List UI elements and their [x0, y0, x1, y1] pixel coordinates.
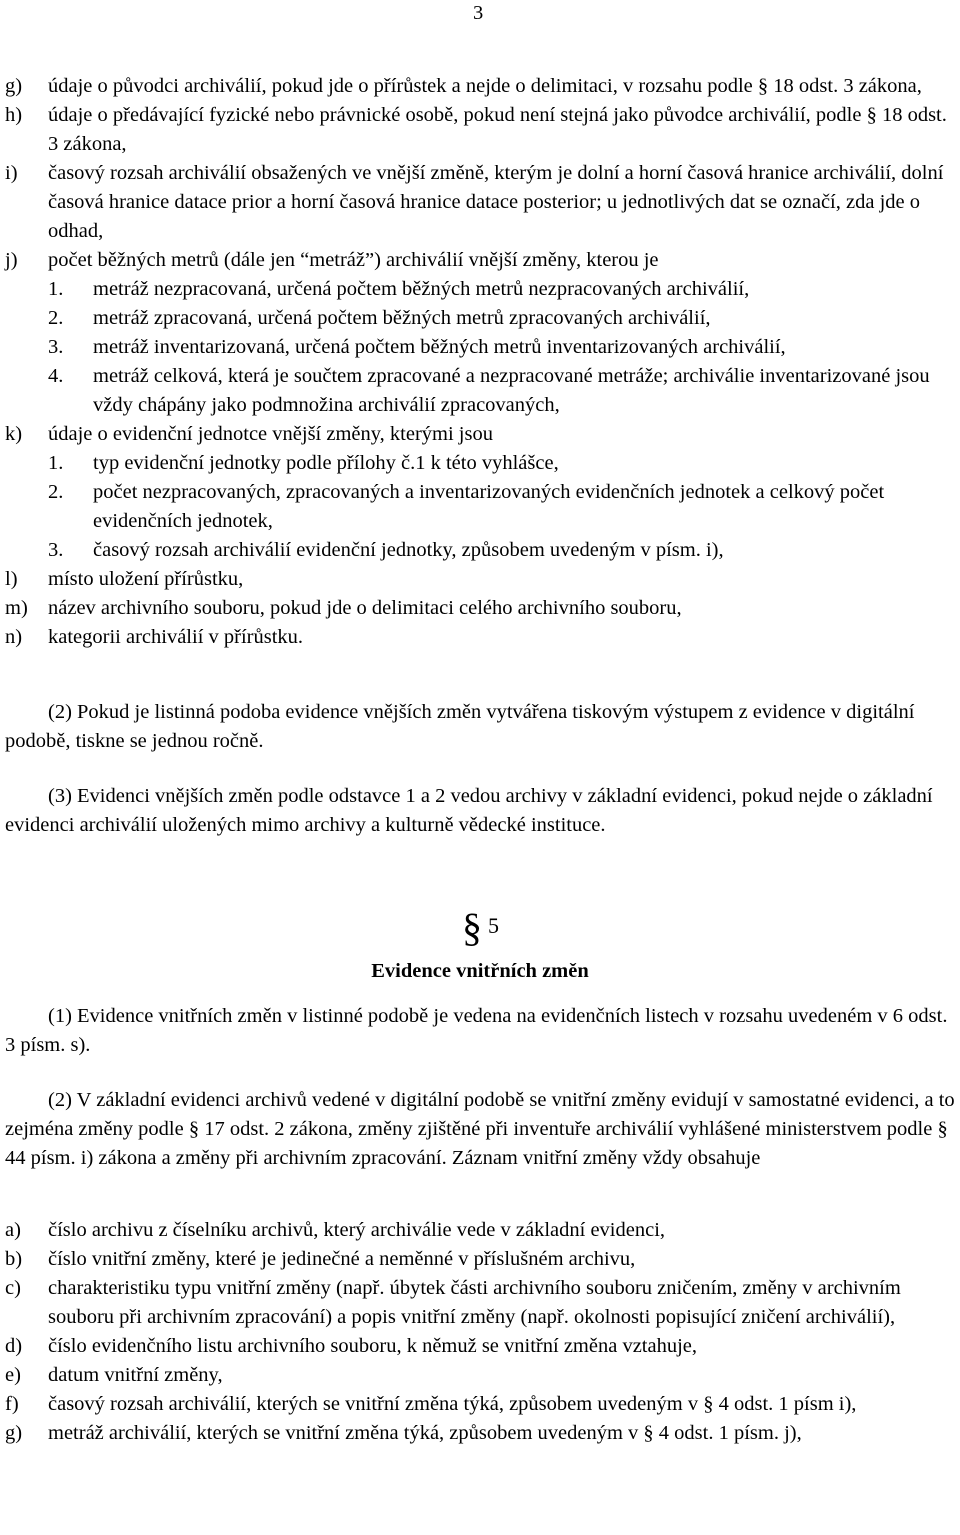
- paragraph-3: [5, 782, 955, 840]
- list-item-label: g): [5, 1422, 23, 1444]
- sub-list-item: [48, 304, 955, 333]
- sub-list-item: [48, 478, 955, 536]
- page-number: 3: [473, 2, 484, 24]
- list-item-label: n): [5, 626, 23, 648]
- paragraph-3-text: (3) Evidenci vnějších změn podle odstavce 1 a 2 vedou archivy v základní evidenci, pokud nejde o základní evidenci archiválií uložených mimo archivy a kulturně vědecké instituce.: [5, 785, 933, 836]
- list-item-label: i): [5, 162, 18, 184]
- section-symbol: §: [462, 905, 482, 950]
- sub-list-item: [48, 333, 955, 362]
- inner-changes-list: [5, 1216, 955, 1448]
- list-item: [5, 1390, 955, 1419]
- list-item-text: časový rozsah archiválií obsažených ve vnější změně, kterým je dolní a horní časová hranice archiválií, dolní časová hranice datace prior a horní časová hranice datace posterior; u jednotlivých dat se označí, zda jde o odhad,: [48, 162, 944, 242]
- list-item-text: údaje o evidenční jednotce vnější změny, kterými jsou: [48, 423, 493, 445]
- list-item-text: číslo vnitřní změny, které je jedinečné a neměnné v příslušném archivu,: [48, 1248, 636, 1270]
- section-number: 5: [488, 913, 499, 938]
- outer-changes-list: [5, 72, 955, 652]
- list-item-text: číslo archivu z číselníku archivů, který archiválie vede v základní evidenci,: [48, 1219, 666, 1241]
- sub-list-item-text: metráž celková, která je součtem zpracované a nezpracované metráže; archiválie inventarizované jsou vždy chápány jako podmnožina archiválií zpracovaných,: [93, 365, 930, 416]
- sub-list-item-text: metráž nezpracovaná, určená počtem běžných metrů nezpracovaných archiválií,: [93, 278, 750, 300]
- list-item-label: d): [5, 1335, 23, 1357]
- list-item: [5, 565, 955, 594]
- sub-list-item-label: 4.: [48, 365, 64, 387]
- paragraph-5-2: [5, 1086, 955, 1173]
- list-item: [5, 623, 955, 652]
- sub-list-item-label: 3.: [48, 336, 64, 358]
- sub-list-item-label: 2.: [48, 307, 64, 329]
- sub-list-item-text: metráž zpracovaná, určená počtem běžných metrů zpracovaných archiválií,: [93, 307, 711, 329]
- section-mark: [462, 904, 499, 951]
- list-item-label: l): [5, 568, 18, 590]
- list-item: [5, 1419, 955, 1448]
- sub-list-item: [48, 362, 955, 420]
- list-item: [5, 1332, 955, 1361]
- sub-list-item-text: počet nezpracovaných, zpracovaných a inventarizovaných evidenčních jednotek a celkový počet evidenčních jednotek,: [93, 481, 885, 532]
- list-item-text: kategorii archiválií v přírůstku.: [48, 626, 304, 648]
- list-item-label: k): [5, 423, 23, 445]
- list-item-text: metráž archiválií, kterých se vnitřní změna týká, způsobem uvedeným v § 4 odst. 1 písm. j),: [48, 1422, 802, 1444]
- list-item: [5, 1361, 955, 1390]
- list-item-text: datum vnitřní změny,: [48, 1364, 223, 1386]
- list-item-label: g): [5, 75, 23, 97]
- list-item-text: údaje o původci archiválií, pokud jde o přírůstek a nejde o delimitaci, v rozsahu podle § 18 odst. 3 zákona,: [48, 75, 922, 97]
- sub-list-item-label: 1.: [48, 278, 64, 300]
- list-item-label: m): [5, 597, 28, 619]
- sub-list-item-label: 2.: [48, 481, 64, 503]
- list-item: [5, 72, 955, 101]
- list-item-text: časový rozsah archiválií, kterých se vnitřní změna týká, způsobem uvedeným v § 4 odst. 1 písm i),: [48, 1393, 857, 1415]
- paragraph-5-1: [5, 1002, 955, 1060]
- sub-list-item-label: 3.: [48, 539, 64, 561]
- list-item: [5, 101, 955, 159]
- list-item-label: e): [5, 1364, 21, 1386]
- list-item-label: f): [5, 1393, 19, 1415]
- list-item-label: b): [5, 1248, 23, 1270]
- list-item-label: j): [5, 249, 18, 271]
- list-item-text: údaje o předávající fyzické nebo právnické osobě, pokud není stejná jako původce archiválií, podle § 18 odst. 3 zákona,: [48, 104, 947, 155]
- list-item-label: h): [5, 104, 23, 126]
- list-item-text: název archivního souboru, pokud jde o delimitaci celého archivního souboru,: [48, 597, 682, 619]
- list-item-text: charakteristiku typu vnitřní změny (např. úbytek části archivního souboru zničením, změny v archivním souboru při archivním zpracování) a popis vnitřní změny (např. okolnosti popisující zničení archiválií),: [48, 1277, 901, 1328]
- list-item: [5, 1245, 955, 1274]
- sub-list-item: [48, 536, 955, 565]
- list-item-text: číslo evidenčního listu archivního souboru, k němuž se vnitřní změna vztahuje,: [48, 1335, 698, 1357]
- list-item: [5, 159, 955, 246]
- paragraph-5-2-text: (2) V základní evidenci archivů vedené v digitální podobě se vnitřní změny evidují v samostatné evidenci, a to zejména změny podle § 17 odst. 2 zákona, změny zjištěné při inventuře archiválií vyhlášené ministerstvem podle § 44 písm. i) zákona a změny při archivním zpracování. Záznam vnitřní změny vždy obsahuje: [5, 1089, 955, 1169]
- list-item-label: c): [5, 1277, 21, 1299]
- sub-list-item-label: 1.: [48, 452, 64, 474]
- list-item-text: místo uložení přírůstku,: [48, 568, 244, 590]
- sub-list-item: [48, 449, 955, 478]
- paragraph-5-1-text: (1) Evidence vnitřních změn v listinné podobě je vedena na evidenčních listech v rozsahu uvedeném v 6 odst. 3 písm. s).: [5, 1005, 948, 1056]
- list-item: [5, 1216, 955, 1245]
- paragraph-2-text: (2) Pokud je listinná podoba evidence vnějších změn vytvářena tiskovým výstupem z evidence v digitální podobě, tiskne se jednou ročně.: [5, 701, 915, 752]
- sub-list-item-text: typ evidenční jednotky podle přílohy č.1 k této vyhlášce,: [93, 452, 559, 474]
- sub-list-item-text: metráž inventarizovaná, určená počtem běžných metrů inventarizovaných archiválií,: [93, 336, 786, 358]
- list-item-text: počet běžných metrů (dále jen “metráž”) archiválií vnější změny, kterou je: [48, 249, 659, 271]
- list-item: [5, 246, 955, 420]
- list-item: [5, 1274, 955, 1332]
- sub-list-item: [48, 275, 955, 304]
- sub-list-item-text: časový rozsah archiválií evidenční jednotky, způsobem uvedeným v písm. i),: [93, 539, 724, 561]
- list-item-label: a): [5, 1219, 21, 1241]
- list-item: [5, 420, 955, 565]
- list-item: [5, 594, 955, 623]
- paragraph-2: [5, 698, 955, 756]
- section-title: Evidence vnitřních změn: [371, 960, 589, 982]
